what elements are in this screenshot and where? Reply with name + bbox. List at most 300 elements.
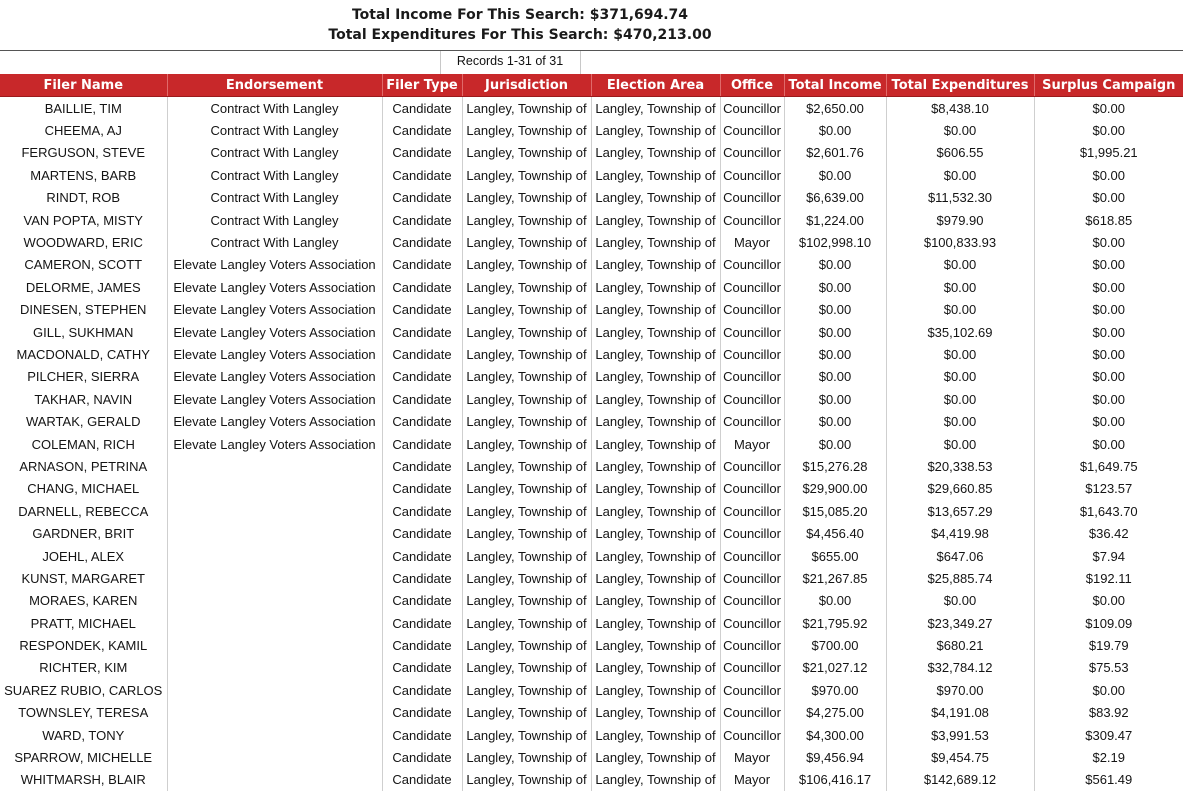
election-area-cell: Langley, Township of [591, 545, 720, 567]
surplus-campaign-cell: $0.00 [1034, 119, 1183, 141]
jurisdiction-cell: Langley, Township of [462, 433, 591, 455]
table-row [0, 343, 1183, 365]
office-cell: Councillor [720, 142, 784, 164]
filer-name-cell: JOEHL, ALEX [0, 545, 167, 567]
office-cell: Councillor [720, 545, 784, 567]
total-expenditures-cell: $0.00 [886, 254, 1034, 276]
table-row [0, 321, 1183, 343]
total-income-cell: $9,456.94 [784, 746, 886, 768]
table-row [0, 478, 1183, 500]
total-income-cell: $0.00 [784, 366, 886, 388]
table-row [0, 590, 1183, 612]
filer-name-cell: GARDNER, BRIT [0, 522, 167, 544]
column-header-office[interactable]: Office [720, 74, 784, 97]
filer-type-cell: Candidate [382, 769, 462, 791]
table-row [0, 231, 1183, 253]
office-cell: Councillor [720, 119, 784, 141]
endorsement-cell [167, 455, 382, 477]
surplus-campaign-cell: $123.57 [1034, 478, 1183, 500]
table-row [0, 612, 1183, 634]
filer-name-cell: WARTAK, GERALD [0, 410, 167, 432]
election-area-cell: Langley, Township of [591, 366, 720, 388]
filer-type-cell: Candidate [382, 321, 462, 343]
total-income-cell: $0.00 [784, 299, 886, 321]
jurisdiction-cell: Langley, Township of [462, 343, 591, 365]
column-header-jurisdiction[interactable]: Jurisdiction [462, 74, 591, 97]
surplus-campaign-cell: $0.00 [1034, 433, 1183, 455]
surplus-campaign-cell: $561.49 [1034, 769, 1183, 791]
jurisdiction-cell: Langley, Township of [462, 567, 591, 589]
election-area-cell: Langley, Township of [591, 187, 720, 209]
election-area-cell: Langley, Township of [591, 254, 720, 276]
surplus-campaign-cell: $0.00 [1034, 321, 1183, 343]
total-income-cell: $21,267.85 [784, 567, 886, 589]
table-row [0, 209, 1183, 231]
election-area-cell: Langley, Township of [591, 433, 720, 455]
table-row [0, 142, 1183, 164]
surplus-campaign-cell: $7.94 [1034, 545, 1183, 567]
total-income-cell: $0.00 [784, 343, 886, 365]
table-header [0, 74, 1183, 97]
filer-type-cell: Candidate [382, 500, 462, 522]
election-area-cell: Langley, Township of [591, 231, 720, 253]
total-expenditures-cell: $13,657.29 [886, 500, 1034, 522]
election-area-cell: Langley, Township of [591, 522, 720, 544]
column-header-total-expenditures[interactable]: Total Expenditures [886, 74, 1034, 97]
office-cell: Councillor [720, 410, 784, 432]
column-header-endorsement[interactable]: Endorsement [167, 74, 382, 97]
table-row [0, 634, 1183, 656]
filer-type-cell: Candidate [382, 590, 462, 612]
election-area-cell: Langley, Township of [591, 142, 720, 164]
jurisdiction-cell: Langley, Township of [462, 634, 591, 656]
endorsement-cell [167, 522, 382, 544]
jurisdiction-cell: Langley, Township of [462, 321, 591, 343]
surplus-campaign-cell: $0.00 [1034, 299, 1183, 321]
surplus-campaign-cell: $0.00 [1034, 254, 1183, 276]
filer-name-cell: CHANG, MICHAEL [0, 478, 167, 500]
filer-type-cell: Candidate [382, 657, 462, 679]
filer-type-cell: Candidate [382, 702, 462, 724]
surplus-campaign-cell: $0.00 [1034, 187, 1183, 209]
total-income-cell: $21,027.12 [784, 657, 886, 679]
total-income-label: Total Income For This Search: $371,694.74 [0, 5, 1040, 25]
column-header-total-income[interactable]: Total Income [784, 74, 886, 97]
total-expenditures-cell: $0.00 [886, 276, 1034, 298]
office-cell: Councillor [720, 702, 784, 724]
filer-type-cell: Candidate [382, 679, 462, 701]
endorsement-cell [167, 567, 382, 589]
total-expenditures-cell: $35,102.69 [886, 321, 1034, 343]
total-income-cell: $6,639.00 [784, 187, 886, 209]
filer-type-cell: Candidate [382, 612, 462, 634]
filer-name-cell: ARNASON, PETRINA [0, 455, 167, 477]
jurisdiction-cell: Langley, Township of [462, 612, 591, 634]
filer-type-cell: Candidate [382, 254, 462, 276]
endorsement-cell: Contract With Langley [167, 209, 382, 231]
surplus-campaign-cell: $0.00 [1034, 679, 1183, 701]
endorsement-cell: Elevate Langley Voters Association [167, 276, 382, 298]
total-income-cell: $21,795.92 [784, 612, 886, 634]
office-cell: Councillor [720, 164, 784, 186]
surplus-campaign-cell: $36.42 [1034, 522, 1183, 544]
office-cell: Councillor [720, 724, 784, 746]
office-cell: Mayor [720, 433, 784, 455]
office-cell: Mayor [720, 231, 784, 253]
total-income-cell: $0.00 [784, 590, 886, 612]
total-expenditures-cell: $606.55 [886, 142, 1034, 164]
office-cell: Councillor [720, 187, 784, 209]
jurisdiction-cell: Langley, Township of [462, 209, 591, 231]
total-income-cell: $655.00 [784, 545, 886, 567]
endorsement-cell [167, 724, 382, 746]
office-cell: Councillor [720, 388, 784, 410]
table-row [0, 702, 1183, 724]
filer-name-cell: VAN POPTA, MISTY [0, 209, 167, 231]
filer-name-cell: RICHTER, KIM [0, 657, 167, 679]
filer-name-cell: WHITMARSH, BLAIR [0, 769, 167, 791]
filer-name-cell: PILCHER, SIERRA [0, 366, 167, 388]
filer-name-cell: RESPONDEK, KAMIL [0, 634, 167, 656]
election-area-cell: Langley, Township of [591, 276, 720, 298]
election-area-cell: Langley, Township of [591, 702, 720, 724]
total-expenditures-cell: $9,454.75 [886, 746, 1034, 768]
filer-name-cell: MACDONALD, CATHY [0, 343, 167, 365]
jurisdiction-cell: Langley, Township of [462, 142, 591, 164]
filer-type-cell: Candidate [382, 634, 462, 656]
office-cell: Councillor [720, 254, 784, 276]
table-row [0, 433, 1183, 455]
table-row [0, 366, 1183, 388]
total-expenditures-cell: $11,532.30 [886, 187, 1034, 209]
endorsement-cell: Contract With Langley [167, 164, 382, 186]
filer-name-cell: CHEEMA, AJ [0, 119, 167, 141]
total-expenditures-cell: $25,885.74 [886, 567, 1034, 589]
endorsement-cell [167, 657, 382, 679]
surplus-campaign-cell: $2.19 [1034, 746, 1183, 768]
jurisdiction-cell: Langley, Township of [462, 679, 591, 701]
surplus-campaign-cell: $1,649.75 [1034, 455, 1183, 477]
filer-name-cell: DARNELL, REBECCA [0, 500, 167, 522]
total-expenditures-cell: $0.00 [886, 366, 1034, 388]
total-income-cell: $4,300.00 [784, 724, 886, 746]
election-area-cell: Langley, Township of [591, 388, 720, 410]
jurisdiction-cell: Langley, Township of [462, 299, 591, 321]
surplus-campaign-cell: $109.09 [1034, 612, 1183, 634]
office-cell: Councillor [720, 299, 784, 321]
filer-name-cell: COLEMAN, RICH [0, 433, 167, 455]
filer-type-cell: Candidate [382, 142, 462, 164]
jurisdiction-cell: Langley, Township of [462, 410, 591, 432]
office-cell: Councillor [720, 276, 784, 298]
election-area-cell: Langley, Township of [591, 164, 720, 186]
table-row [0, 657, 1183, 679]
election-area-cell: Langley, Township of [591, 97, 720, 120]
total-income-cell: $15,085.20 [784, 500, 886, 522]
total-expenditures-label: Total Expenditures For This Search: $470,213.00 [0, 25, 1040, 45]
table-row [0, 567, 1183, 589]
total-expenditures-cell: $142,689.12 [886, 769, 1034, 791]
election-area-cell: Langley, Township of [591, 455, 720, 477]
jurisdiction-cell: Langley, Township of [462, 657, 591, 679]
filer-name-cell: MORAES, KAREN [0, 590, 167, 612]
total-expenditures-cell: $4,419.98 [886, 522, 1034, 544]
total-expenditures-cell: $0.00 [886, 590, 1034, 612]
total-income-cell: $29,900.00 [784, 478, 886, 500]
office-cell: Councillor [720, 634, 784, 656]
jurisdiction-cell: Langley, Township of [462, 500, 591, 522]
jurisdiction-cell: Langley, Township of [462, 388, 591, 410]
endorsement-cell [167, 746, 382, 768]
office-cell: Councillor [720, 567, 784, 589]
election-area-cell: Langley, Township of [591, 119, 720, 141]
election-area-cell: Langley, Township of [591, 478, 720, 500]
surplus-campaign-cell: $0.00 [1034, 164, 1183, 186]
surplus-campaign-cell: $192.11 [1034, 567, 1183, 589]
surplus-campaign-cell: $0.00 [1034, 410, 1183, 432]
total-income-cell: $15,276.28 [784, 455, 886, 477]
filer-name-cell: FERGUSON, STEVE [0, 142, 167, 164]
endorsement-cell: Contract With Langley [167, 97, 382, 120]
endorsement-cell: Elevate Langley Voters Association [167, 343, 382, 365]
total-income-cell: $2,601.76 [784, 142, 886, 164]
filer-type-cell: Candidate [382, 164, 462, 186]
table-row [0, 455, 1183, 477]
records-count: Records 1-31 of 31 [440, 54, 580, 68]
filer-type-cell: Candidate [382, 545, 462, 567]
jurisdiction-cell: Langley, Township of [462, 478, 591, 500]
office-cell: Councillor [720, 522, 784, 544]
surplus-campaign-cell: $19.79 [1034, 634, 1183, 656]
table-row [0, 724, 1183, 746]
filer-type-cell: Candidate [382, 388, 462, 410]
total-income-cell: $0.00 [784, 276, 886, 298]
total-income-cell: $1,224.00 [784, 209, 886, 231]
jurisdiction-cell: Langley, Township of [462, 769, 591, 791]
filer-name-cell: RINDT, ROB [0, 187, 167, 209]
office-cell: Councillor [720, 343, 784, 365]
office-cell: Councillor [720, 657, 784, 679]
endorsement-cell: Elevate Langley Voters Association [167, 433, 382, 455]
total-income-cell: $0.00 [784, 164, 886, 186]
jurisdiction-cell: Langley, Township of [462, 164, 591, 186]
filer-name-cell: MARTENS, BARB [0, 164, 167, 186]
total-income-cell: $106,416.17 [784, 769, 886, 791]
jurisdiction-cell: Langley, Township of [462, 187, 591, 209]
total-expenditures-cell: $100,833.93 [886, 231, 1034, 253]
surplus-campaign-cell: $0.00 [1034, 231, 1183, 253]
jurisdiction-cell: Langley, Township of [462, 522, 591, 544]
total-income-cell: $700.00 [784, 634, 886, 656]
office-cell: Mayor [720, 746, 784, 768]
total-income-cell: $970.00 [784, 679, 886, 701]
total-expenditures-cell: $0.00 [886, 119, 1034, 141]
filers-table [0, 74, 1183, 791]
records-divider [580, 51, 581, 74]
election-area-cell: Langley, Township of [591, 612, 720, 634]
office-cell: Councillor [720, 321, 784, 343]
filer-type-cell: Candidate [382, 209, 462, 231]
filer-type-cell: Candidate [382, 366, 462, 388]
total-income-cell: $4,456.40 [784, 522, 886, 544]
jurisdiction-cell: Langley, Township of [462, 366, 591, 388]
total-expenditures-cell: $970.00 [886, 679, 1034, 701]
office-cell: Councillor [720, 455, 784, 477]
jurisdiction-cell: Langley, Township of [462, 702, 591, 724]
filer-type-cell: Candidate [382, 522, 462, 544]
office-cell: Councillor [720, 209, 784, 231]
filer-type-cell: Candidate [382, 724, 462, 746]
filer-name-cell: SPARROW, MICHELLE [0, 746, 167, 768]
endorsement-cell: Elevate Langley Voters Association [167, 254, 382, 276]
endorsement-cell [167, 590, 382, 612]
election-area-cell: Langley, Township of [591, 634, 720, 656]
total-expenditures-cell: $0.00 [886, 433, 1034, 455]
table-row [0, 119, 1183, 141]
election-area-cell: Langley, Township of [591, 657, 720, 679]
endorsement-cell: Contract With Langley [167, 142, 382, 164]
total-expenditures-cell: $0.00 [886, 343, 1034, 365]
column-header-surplus-campaign[interactable]: Surplus Campaign [1034, 74, 1183, 97]
jurisdiction-cell: Langley, Township of [462, 254, 591, 276]
filer-type-cell: Candidate [382, 567, 462, 589]
total-income-cell: $0.00 [784, 321, 886, 343]
surplus-campaign-cell: $83.92 [1034, 702, 1183, 724]
total-expenditures-cell: $647.06 [886, 545, 1034, 567]
column-header-election-area[interactable]: Election Area [591, 74, 720, 97]
endorsement-cell: Contract With Langley [167, 119, 382, 141]
table-row [0, 276, 1183, 298]
endorsement-cell [167, 612, 382, 634]
total-income-cell: $0.00 [784, 388, 886, 410]
total-expenditures-cell: $0.00 [886, 164, 1034, 186]
total-income-cell: $0.00 [784, 410, 886, 432]
surplus-campaign-cell: $0.00 [1034, 590, 1183, 612]
filer-type-cell: Candidate [382, 746, 462, 768]
total-income-cell: $4,275.00 [784, 702, 886, 724]
office-cell: Councillor [720, 366, 784, 388]
election-area-cell: Langley, Township of [591, 724, 720, 746]
office-cell: Councillor [720, 97, 784, 120]
endorsement-cell: Contract With Langley [167, 231, 382, 253]
table-row [0, 522, 1183, 544]
total-expenditures-cell: $29,660.85 [886, 478, 1034, 500]
table-row [0, 769, 1183, 791]
surplus-campaign-cell: $0.00 [1034, 276, 1183, 298]
table-row [0, 97, 1183, 120]
jurisdiction-cell: Langley, Township of [462, 231, 591, 253]
endorsement-cell [167, 634, 382, 656]
jurisdiction-cell: Langley, Township of [462, 119, 591, 141]
total-expenditures-cell: $0.00 [886, 299, 1034, 321]
total-income-cell: $0.00 [784, 433, 886, 455]
total-expenditures-cell: $4,191.08 [886, 702, 1034, 724]
office-cell: Councillor [720, 612, 784, 634]
endorsement-cell: Elevate Langley Voters Association [167, 366, 382, 388]
endorsement-cell: Contract With Langley [167, 187, 382, 209]
filer-name-cell: CAMERON, SCOTT [0, 254, 167, 276]
jurisdiction-cell: Langley, Township of [462, 276, 591, 298]
filer-type-cell: Candidate [382, 299, 462, 321]
jurisdiction-cell: Langley, Township of [462, 545, 591, 567]
election-area-cell: Langley, Township of [591, 209, 720, 231]
filer-name-cell: SUAREZ RUBIO, CARLOS [0, 679, 167, 701]
filer-name-cell: DELORME, JAMES [0, 276, 167, 298]
surplus-campaign-cell: $309.47 [1034, 724, 1183, 746]
filer-name-cell: KUNST, MARGARET [0, 567, 167, 589]
total-expenditures-cell: $680.21 [886, 634, 1034, 656]
jurisdiction-cell: Langley, Township of [462, 455, 591, 477]
surplus-campaign-cell: $0.00 [1034, 366, 1183, 388]
surplus-campaign-cell: $1,643.70 [1034, 500, 1183, 522]
filer-name-cell: WARD, TONY [0, 724, 167, 746]
endorsement-cell: Elevate Langley Voters Association [167, 299, 382, 321]
election-area-cell: Langley, Township of [591, 500, 720, 522]
filer-name-cell: TOWNSLEY, TERESA [0, 702, 167, 724]
table-body [0, 97, 1183, 791]
column-header-filer-name[interactable]: Filer Name [0, 74, 167, 97]
total-expenditures-cell: $0.00 [886, 388, 1034, 410]
jurisdiction-cell: Langley, Township of [462, 724, 591, 746]
surplus-campaign-cell: $0.00 [1034, 343, 1183, 365]
header-row [0, 74, 1183, 97]
table-row [0, 679, 1183, 701]
table-row [0, 254, 1183, 276]
total-income-cell: $2,650.00 [784, 97, 886, 120]
total-expenditures-cell: $32,784.12 [886, 657, 1034, 679]
total-income-cell: $102,998.10 [784, 231, 886, 253]
table-row [0, 388, 1183, 410]
total-expenditures-cell: $8,438.10 [886, 97, 1034, 120]
endorsement-cell [167, 478, 382, 500]
total-expenditures-cell: $20,338.53 [886, 455, 1034, 477]
election-area-cell: Langley, Township of [591, 567, 720, 589]
endorsement-cell [167, 769, 382, 791]
endorsement-cell [167, 702, 382, 724]
surplus-campaign-cell: $0.00 [1034, 97, 1183, 120]
filer-type-cell: Candidate [382, 343, 462, 365]
election-area-cell: Langley, Township of [591, 746, 720, 768]
surplus-campaign-cell: $1,995.21 [1034, 142, 1183, 164]
total-expenditures-cell: $23,349.27 [886, 612, 1034, 634]
total-income-cell: $0.00 [784, 254, 886, 276]
endorsement-cell [167, 679, 382, 701]
surplus-campaign-cell: $618.85 [1034, 209, 1183, 231]
filer-name-cell: TAKHAR, NAVIN [0, 388, 167, 410]
endorsement-cell [167, 545, 382, 567]
records-bar [0, 50, 1183, 73]
column-header-filer-type[interactable]: Filer Type [382, 74, 462, 97]
total-expenditures-cell: $0.00 [886, 410, 1034, 432]
table-row [0, 410, 1183, 432]
table-row [0, 187, 1183, 209]
jurisdiction-cell: Langley, Township of [462, 97, 591, 120]
filer-name-cell: PRATT, MICHAEL [0, 612, 167, 634]
total-income-cell: $0.00 [784, 119, 886, 141]
search-totals [0, 5, 1040, 45]
table-row [0, 299, 1183, 321]
total-expenditures-cell: $979.90 [886, 209, 1034, 231]
election-area-cell: Langley, Township of [591, 769, 720, 791]
election-area-cell: Langley, Township of [591, 590, 720, 612]
filer-type-cell: Candidate [382, 455, 462, 477]
office-cell: Mayor [720, 769, 784, 791]
table-row [0, 164, 1183, 186]
endorsement-cell: Elevate Langley Voters Association [167, 388, 382, 410]
filer-type-cell: Candidate [382, 231, 462, 253]
election-area-cell: Langley, Township of [591, 299, 720, 321]
jurisdiction-cell: Langley, Township of [462, 590, 591, 612]
